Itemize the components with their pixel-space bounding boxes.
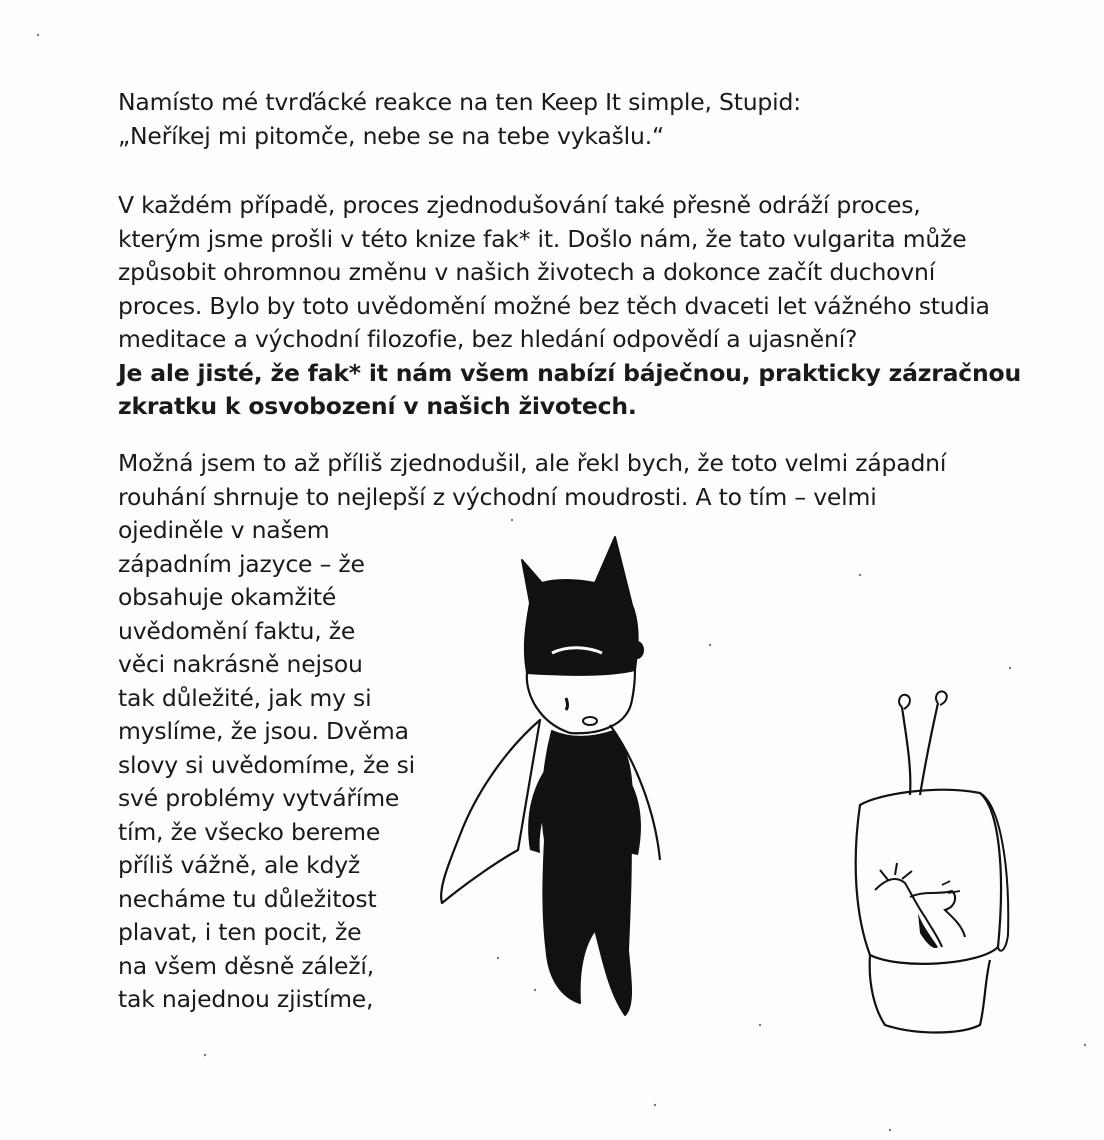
text-line: příliš vážně, ale když: [118, 851, 361, 879]
text-line: západním jazyce – že: [118, 549, 365, 578]
text-line: meditace a východní filozofie, bez hledání odpovědí a ujasnění?: [118, 325, 858, 353]
text-line: „Neříkej mi pitomče, nebe se na tebe vykašlu.“: [118, 121, 664, 150]
bold-text-line: Je ale jisté, že fak* it nám všem nabízí báječnou, prakticky zázračnou: [118, 358, 1022, 387]
text-line: způsobit ohromnou změnu v našich životech a dokonce začít duchovní: [118, 258, 936, 286]
bold-text-line: zkratku k osvobození v našich životech.: [118, 392, 637, 420]
text-line: kterým jsme prošli v této knize fak* it. Došlo nám, že tato vulgarita může: [118, 224, 967, 253]
text-line: uvědomění faktu, že: [118, 616, 356, 645]
text-line: na všem děsně záleží,: [118, 951, 375, 980]
text-line: proces. Bylo by toto uvědomění možné bez těch dvaceti let vážného studia: [118, 291, 990, 320]
text-line: Možná jsem to až příliš zjednodušil, ale řekl bych, že toto velmi západní: [118, 449, 947, 477]
text-line: Namísto mé tvrďácké reakce na ten Keep It simple, Stupid:: [118, 88, 801, 116]
text-line: V každém případě, proces zjednodušování také přesně odráží proces,: [118, 191, 921, 219]
text-line: věci nakrásně nejsou: [118, 650, 363, 678]
text-line: obsahuje okamžité: [118, 583, 337, 611]
text-line: plavat, i ten pocit, že: [118, 918, 362, 946]
text-line: slovy si uvědomíme, že si: [118, 750, 415, 779]
text-line: tak najednou zjistíme,: [118, 985, 374, 1013]
text-line: rouhání shrnuje to nejlepší z východní moudrosti. A to tím – velmi: [118, 482, 877, 511]
text-line: své problémy vytváříme: [118, 784, 400, 812]
text-line: tak důležité, jak my si: [118, 683, 372, 712]
text-line: myslíme, že jsou. Dvěma: [118, 717, 409, 745]
text-line: tím, že všecko bereme: [118, 817, 381, 846]
text-line: ojediněle v našem: [118, 516, 330, 544]
text-line: necháme tu důležitost: [118, 884, 377, 913]
